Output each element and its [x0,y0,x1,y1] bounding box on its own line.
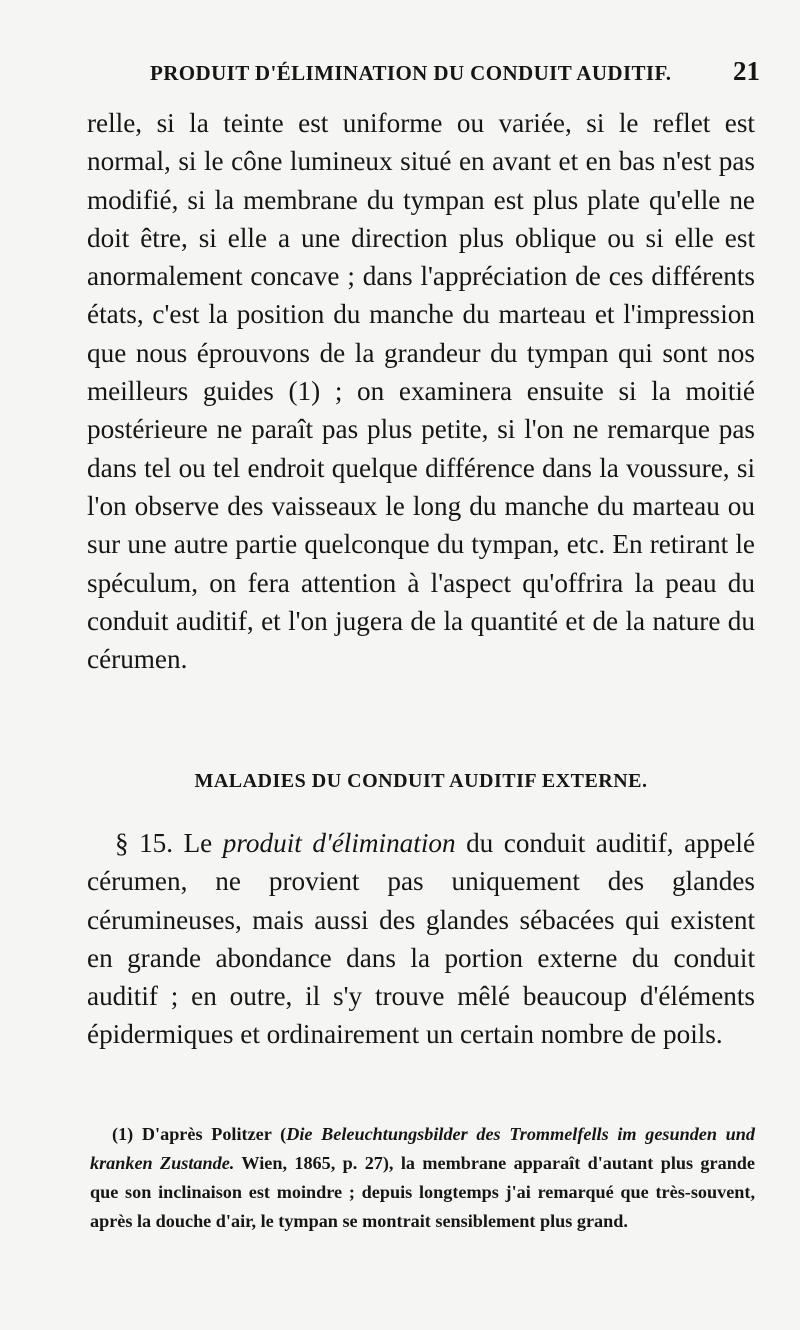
footnote-text [90,1120,755,1236]
paragraph-lead: Le [183,828,213,858]
paragraph-text: relle, si la teinte est uniforme ou variée, si le reflet est normal, si le cône lumineux situé en avant et en bas n'est pas modifié, si la membrane du tympan est plus plate qu'elle ne doit être, si elle a une direction plus oblique ou si elle est anormalement concave ; dans l'appréciation de ces différents états, c'est la position du manche du marteau et l'impression que nous éprouvons de la grandeur du tympan qui sont nos meilleurs guides (1) ; on examinera ensuite si la moitié postérieure ne paraît pas plus petite, si l'on ne remarque pas dans tel ou tel endroit quelque différence dans la voussure, si l'on observe des vaisseaux le long du manche du marteau ou sur une autre partie quelconque du tympan, etc. En retirant le spéculum, on fera attention à l'aspect qu'offrira la peau du conduit auditif, et l'on jugera de la quantité et de la nature du cérumen. [87,108,755,675]
page-number: 21 [733,56,760,86]
running-title: PRODUIT D'ÉLIMINATION DU CONDUIT AUDITIF. [150,61,672,85]
running-header [150,56,760,86]
section-heading: MALADIES DU CONDUIT AUDITIF EXTERNE. [194,770,648,792]
footnote [90,1120,755,1236]
footnote-prefix: D'après Politzer ( [141,1124,287,1144]
paragraph-number: § 15. [115,828,174,858]
footnote-marker: (1) [112,1124,134,1144]
paragraph-continuation [87,104,755,678]
paragraph-body: du conduit auditif, appelé cérumen, ne provient pas uniquement des glandes cérumineuses, mais aussi des glandes sébacées qui existent en grande abondance dans la portion externe du conduit auditif ; en outre, il s'y trouve mêlé beaucoup d'éléments épidermiques et ordinairement un certain nombre de poils. [87,828,756,1050]
emphasized-term: produit d'élimination [222,828,456,858]
cited-work-title: Die Beleuchtungsbilder des Trommelfells im gesunden und kranken Zustande. [90,1124,755,1173]
footnote-rest: Wien, 1865, p. 27), la membrane apparaît d'autant plus grande que son inclinaison est moindre ; depuis longtemps j'ai remarqué que très-souvent, après la douche d'air, le tympan se montrait sensiblement plus grand. [90,1153,755,1231]
section-paragraph-text [87,824,755,1054]
section-paragraph [87,824,755,1054]
